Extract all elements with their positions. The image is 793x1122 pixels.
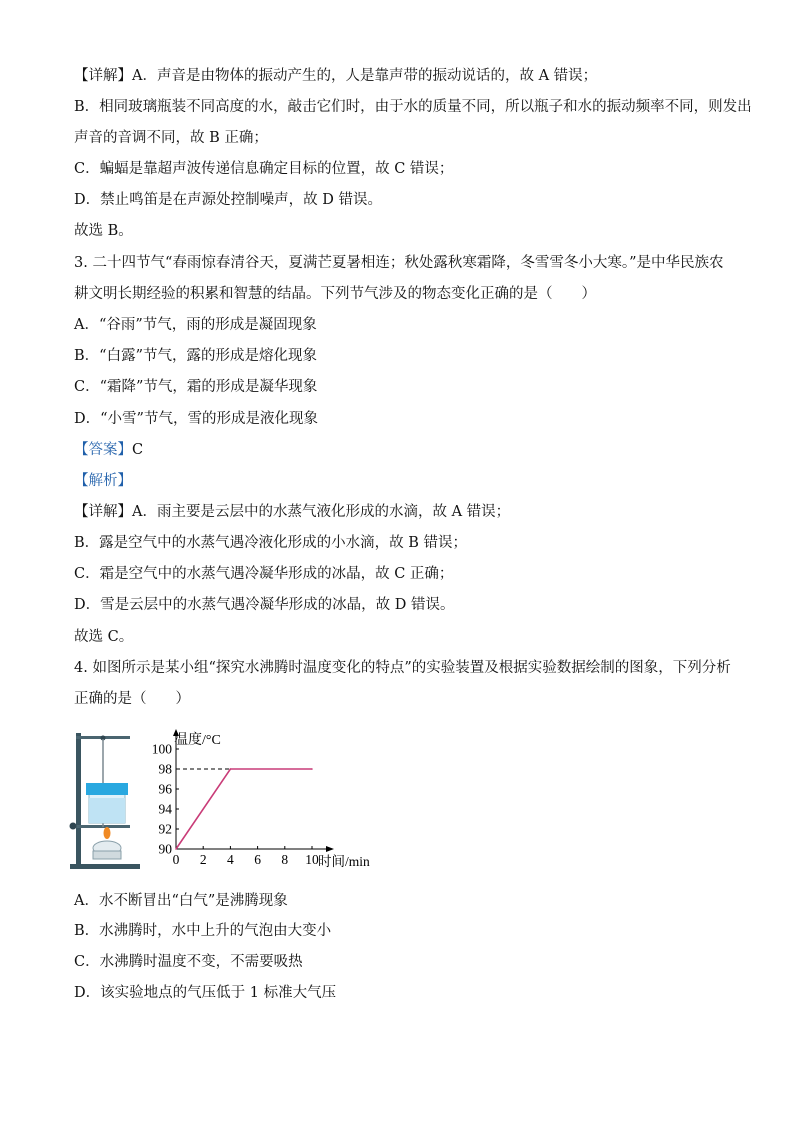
- alcohol-lamp-base: [93, 851, 121, 859]
- text-line-q3b: [74, 285, 596, 303]
- text-line-q3an: [74, 472, 132, 490]
- text-line-d2d: [74, 191, 382, 209]
- flame: [104, 827, 111, 839]
- text-line-q3od: [74, 410, 318, 428]
- text-line-q4b: [74, 690, 190, 708]
- text-line-q4oa: [74, 892, 288, 910]
- text-span: 正确的是（ ）: [74, 691, 190, 707]
- text-line-q4oc: [74, 953, 303, 971]
- y-tick-label: 90: [158, 841, 172, 857]
- y-tick-label: 94: [158, 801, 172, 817]
- text-line-q3dd: [74, 596, 454, 614]
- text-span: D．“小雪”节气，雪的形成是液化现象: [74, 411, 318, 427]
- y-tick-label: 100: [151, 741, 172, 757]
- y-tick-label: 96: [158, 781, 172, 797]
- data-point: [230, 768, 232, 770]
- x-axis-arrow: [326, 846, 334, 852]
- text-span: B．“白露”节气，露的形成是熔化现象: [74, 348, 317, 364]
- text-span: 耕文明长期经验的积累和智慧的结晶。下列节气涉及的物态变化正确的是（ ）: [74, 286, 596, 302]
- text-line-d2c: [74, 160, 453, 178]
- text-span: C．蝙蝠是靠超声波传递信息确定目标的位置，故 C 错误；: [74, 161, 454, 177]
- text-span: C．“霜降”节气，霜的形成是凝华现象: [74, 379, 318, 395]
- x-tick-label: 0: [172, 852, 180, 867]
- text-span: C．霜是空气中的水蒸气遇冷凝华形成的冰晶，故 C 正确；: [74, 566, 454, 582]
- text-span: 4. 如图所示是某小组“探究水沸腾时温度变化的特点”的实验装置及根据实验数据绘制的图象，下列分析: [74, 660, 731, 676]
- text-span: 故选 C。: [74, 629, 134, 645]
- text-span: D．雪是云层中的水蒸气遇冷凝华形成的冰晶，故 D 错误。: [74, 597, 455, 613]
- text-span: C．水沸腾时温度不变，不需要吸热: [74, 954, 303, 970]
- text-span: D．该实验地点的气压低于 1 标准大气压: [74, 985, 337, 1001]
- text-line-q4a: [74, 659, 731, 677]
- x-tick-label: 6: [254, 852, 261, 867]
- stand-rod: [76, 733, 81, 867]
- text-span: B．相同玻璃瓶装不同高度的水，敲击它们时，由于水的质量不同，所以瓶子和水的振动频率不同，则发出: [74, 99, 752, 115]
- text-line-q3oa: [74, 316, 317, 334]
- text-span: A．“谷雨”节气，雨的形成是凝固现象: [74, 317, 317, 333]
- text-line-q3oc: [74, 378, 317, 396]
- text-line-q3dc: [74, 565, 453, 583]
- text-span: 3. 二十四节气“春雨惊春清谷天，夏满芒夏暑相连；秋处露秋寒霜降，冬雪雪冬小大寒。”是中华民族农: [74, 255, 724, 271]
- y-tick-label: 92: [158, 821, 172, 837]
- text-span: 声音的音调不同，故 B 正确；: [74, 130, 268, 146]
- beaker-water: [89, 798, 125, 823]
- y-axis-label: 温度/°C: [174, 733, 221, 748]
- text-span: A．水不断冒出“白气”是沸腾现象: [74, 893, 288, 909]
- text-line-q3a: [74, 254, 724, 272]
- x-tick-label: 4: [227, 852, 234, 867]
- data-point: [311, 768, 313, 770]
- text-line-q3da: [74, 503, 510, 521]
- x-tick-label: 10: [305, 852, 319, 867]
- text-line-q3de: [74, 628, 133, 646]
- clamp-screw: [70, 823, 77, 830]
- y-tick-label: 98: [158, 761, 172, 777]
- text-line-d2b2: [74, 129, 268, 147]
- text-line-q3ob: [74, 347, 317, 365]
- stand-base: [70, 864, 140, 869]
- x-axis-label: 时间/min: [318, 854, 370, 869]
- text-span: 【详解】A．声音是由物体的振动产生的，人是靠声带的振动说话的，故 A 错误；: [74, 68, 598, 84]
- x-tick-label: 8: [281, 852, 289, 867]
- section-bracket-label: 【答案】: [74, 442, 132, 458]
- text-span: 故选 B。: [74, 223, 133, 239]
- text-span: C: [132, 442, 144, 458]
- text-line-q4od: [74, 984, 336, 1002]
- series-line-temperature: [176, 769, 312, 849]
- text-line-d2e: [74, 222, 133, 240]
- text-line-d2b: [74, 98, 752, 116]
- section-bracket-label: 【解析】: [74, 473, 132, 489]
- text-line-q3db: [74, 534, 467, 552]
- temperature-time-chart: [152, 729, 370, 869]
- text-span: B．露是空气中的水蒸气遇冷液化形成的小水滴，故 B 错误；: [74, 535, 468, 551]
- text-span: 【详解】A．雨主要是云层中的水蒸气液化形成的水滴，故 A 错误；: [74, 504, 511, 520]
- text-line-d2a: [74, 67, 597, 85]
- text-span: D．禁止鸣笛是在声源处控制噪声，故 D 错误。: [74, 192, 382, 208]
- data-point: [175, 848, 177, 850]
- beaker-lid: [86, 783, 128, 795]
- x-tick-label: 2: [199, 852, 207, 867]
- text-span: B．水沸腾时，水中上升的气泡由大变小: [74, 923, 332, 939]
- figure: [66, 723, 386, 871]
- text-line-q3ans: [74, 441, 143, 459]
- boiling-apparatus-illustration: [70, 733, 141, 869]
- text-line-q4ob: [74, 922, 331, 940]
